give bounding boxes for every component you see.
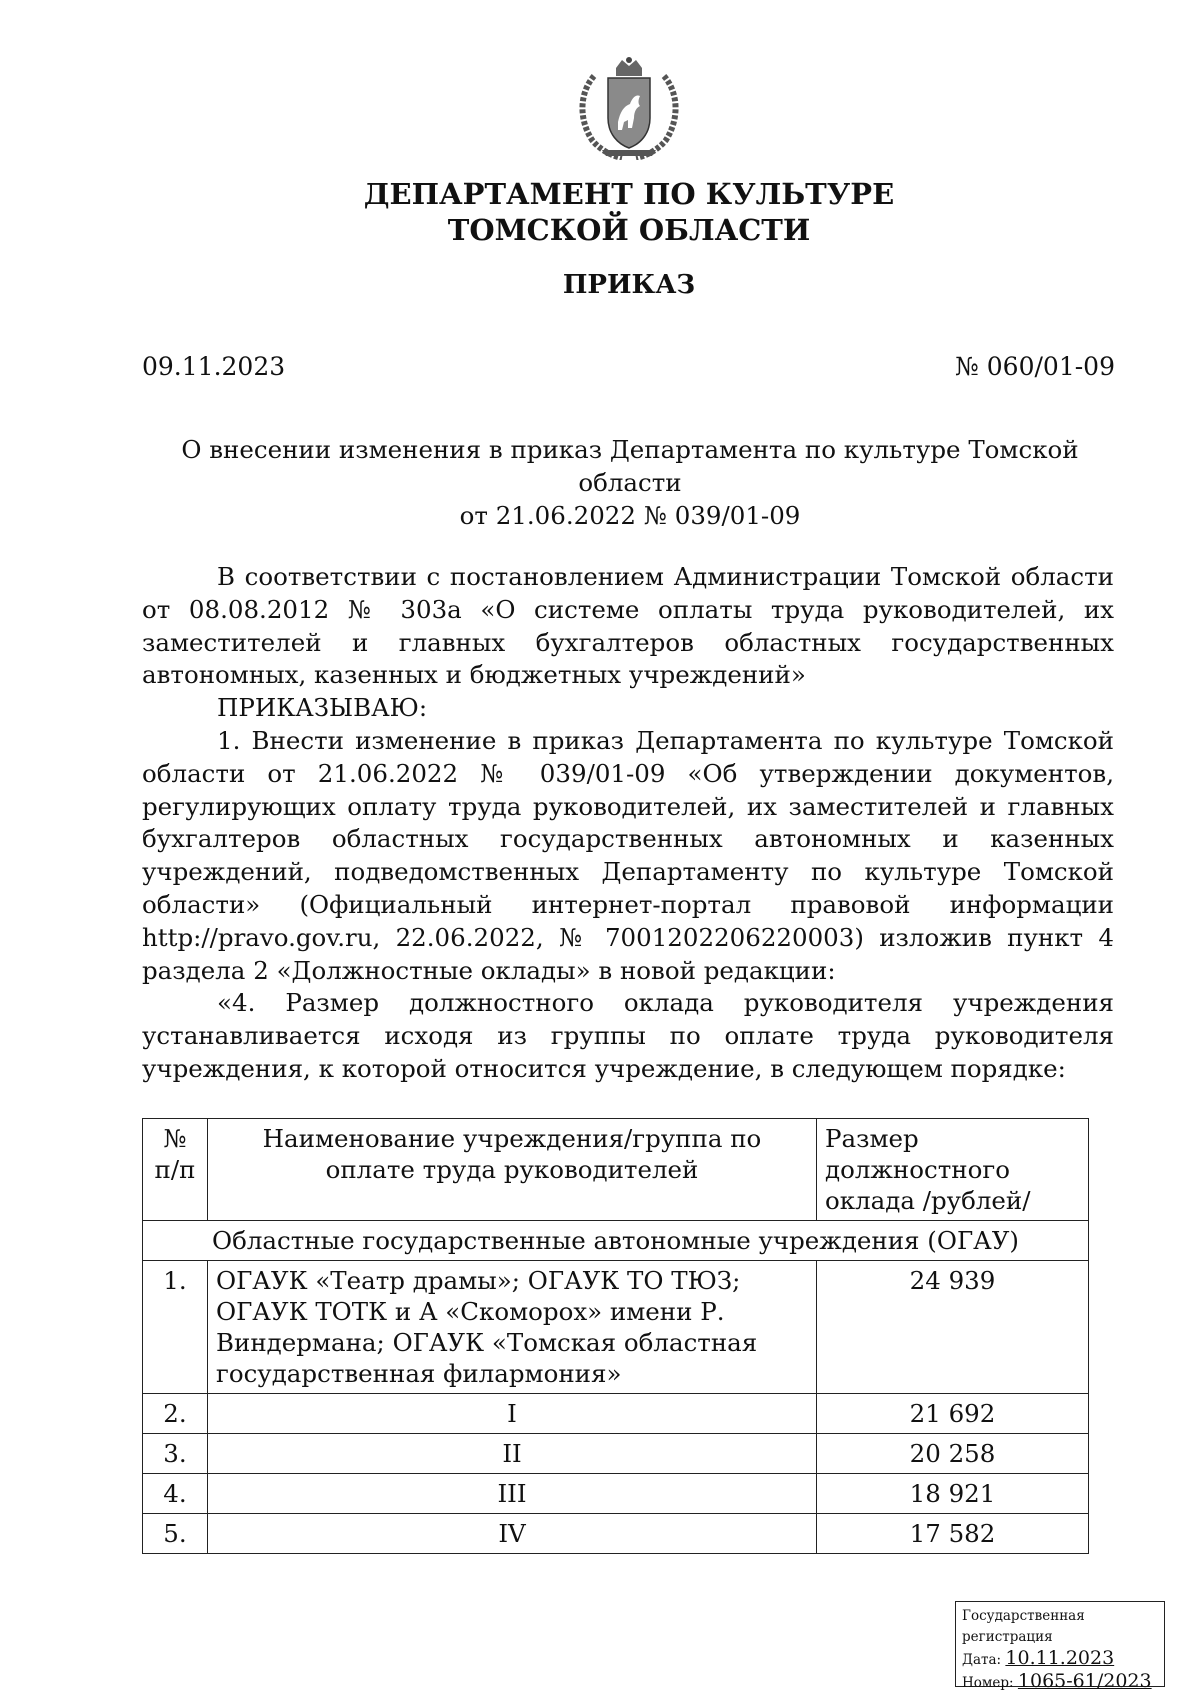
table-row xyxy=(143,1261,1089,1394)
table-row xyxy=(143,1394,1089,1434)
row-num: 1. xyxy=(143,1261,208,1394)
row-name: III xyxy=(208,1474,817,1514)
order-subject xyxy=(140,433,1120,532)
department-title-line1: ДЕПАРТАМЕНТ ПО КУЛЬТУРЕ xyxy=(363,177,895,211)
clause-1-paragraph: 1. Внести изменение в приказ Департамента по культуре Томской области от 21.06.2022 № 039/01-09 «Об утверждении документов, регулирующих оплату труда руководителей, их заместителей и главных бухгалтеров областных государственных автономных и казенных учреждений, подведомственных Департаменту по культуре Томской области» (Официальный интернет-портал правовой информации http://pravo.gov.ru, 22.06.2022, № 7001202206220003) изложив пункт 4 раздела 2 «Должностные оклады» в новой редакции: xyxy=(142,725,1114,985)
registration-number-line xyxy=(962,1671,1158,1694)
header-num: № п/п xyxy=(143,1119,208,1221)
row-value: 17 582 xyxy=(817,1514,1089,1554)
header-value: Размер должностного оклада /рублей/ xyxy=(817,1119,1089,1221)
row-name: II xyxy=(208,1434,817,1474)
row-num: 5. xyxy=(143,1514,208,1554)
row-value: 20 258 xyxy=(817,1434,1089,1474)
order-body xyxy=(142,561,1114,1086)
coat-of-arms-icon xyxy=(572,56,686,160)
section-title: Областные государственные автономные учреждения (ОГАУ) xyxy=(143,1221,1089,1261)
row-value: 21 692 xyxy=(817,1394,1089,1434)
registration-date-line xyxy=(962,1648,1158,1671)
header-name: Наименование учреждения/группа по оплате труда руководителей xyxy=(208,1119,817,1221)
table-row xyxy=(143,1434,1089,1474)
row-name: I xyxy=(208,1394,817,1434)
registration-number-label: Номер: xyxy=(962,1675,1014,1691)
order-keyword: ПРИКАЗЫВАЮ: xyxy=(217,693,428,723)
row-value: 24 939 xyxy=(817,1261,1089,1394)
row-num: 3. xyxy=(143,1434,208,1474)
registration-stamp xyxy=(955,1601,1165,1692)
clause-4-paragraph: «4. Размер должностного оклада руководителя учреждения устанавливается исходя из группы по оплате труда руководителя учреждения, к которой относится учреждение, в следующем порядке: xyxy=(142,988,1114,1083)
table-header-row xyxy=(143,1119,1089,1221)
order-date: 09.11.2023 xyxy=(142,352,286,381)
document-type-title: ПРИКАЗ xyxy=(562,270,696,300)
row-num: 2. xyxy=(143,1394,208,1434)
registration-title: Государственная регистрация xyxy=(962,1608,1085,1645)
order-number: № 060/01-09 xyxy=(955,352,1115,381)
subject-line2: от 21.06.2022 № 039/01-09 xyxy=(459,501,801,530)
department-title-line2: ТОМСКОЙ ОБЛАСТИ xyxy=(447,213,811,247)
preamble-paragraph: В соответствии с постановлением Администрации Томской области от 08.08.2012 № 303а «О системе оплаты труда руководителей, их заместителей и главных бухгалтеров областных государственных автономных, казенных и бюджетных учреждений» xyxy=(142,562,1114,690)
row-name: ОГАУК «Театр драмы»; ОГАУК ТО ТЮЗ; ОГАУК ТОТК и А «Скоморох» имени Р. Виндермана; ОГАУК «Томская областная государственная филармония» xyxy=(208,1261,817,1394)
table-row xyxy=(143,1474,1089,1514)
subject-line1: О внесении изменения в приказ Департамента по культуре Томской области xyxy=(181,435,1079,497)
row-value: 18 921 xyxy=(817,1474,1089,1514)
row-num: 4. xyxy=(143,1474,208,1514)
row-name: IV xyxy=(208,1514,817,1554)
salary-table xyxy=(142,1118,1089,1554)
registration-date-value: 10.11.2023 xyxy=(1005,1647,1115,1669)
registration-date-label: Дата: xyxy=(962,1652,1002,1668)
table-section-row xyxy=(143,1221,1089,1261)
table-row xyxy=(143,1514,1089,1554)
registration-number-value: 1065-61/2023 xyxy=(1017,1670,1152,1692)
